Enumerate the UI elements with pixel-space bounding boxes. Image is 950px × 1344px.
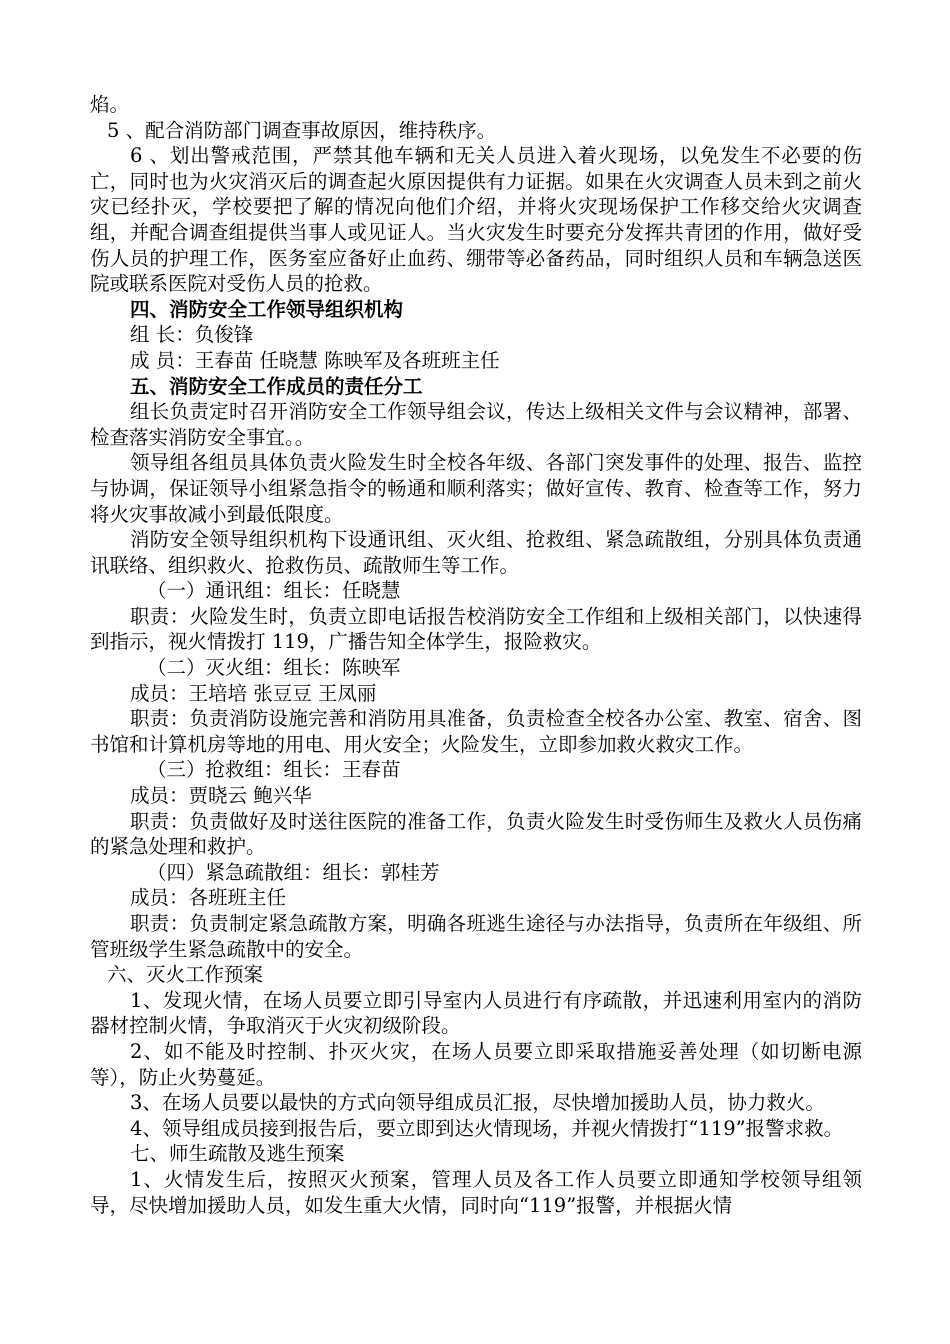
paragraph-leader-duty: 组长负责定时召开消防安全工作领导组会议，传达上级相关文件与会议精神，部署、检查落实消防安全事宜。。	[90, 400, 862, 449]
paragraph-continuation: 焰。	[90, 93, 130, 116]
leader-line: 组 长：负俊锋	[130, 323, 254, 347]
paragraph-item-6: 6 、划出警戒范围，严禁其他车辆和无关人员进入着火现场，以免发生不必要的伤亡，同时也为火灾消灭后的调查起火原因提供有力证据。如果在火灾调查人员未到之前火灾已经扑灭，学校要把了解的情况向他们介绍，并将火灾现场保护工作移交给火灾调查组，并配合调查组提供当事人或见证人。当火灾发生时要充分发挥共青团的作用，做好受伤人员的护理工作，医务室应备好止血药、绷带等必备药品，同时组织人员和车辆急送医院或联系医院对受伤人员的抢救。	[90, 144, 862, 296]
evacuation-members: 成员：各班班主任	[130, 886, 287, 910]
section-heading-4: 四、消防安全工作领导组织机构	[130, 297, 404, 321]
group-heading-rescue: （三）抢救组：组长：王春苗	[147, 758, 401, 782]
document-page	[90, 92, 862, 1218]
paragraph-rescue-duty: 职责：负责做好及时送往医院的准备工作，负责火险发生时受伤师生及救火人员伤痛的紧急处理和救护。	[90, 809, 862, 859]
section-heading-5: 五、消防安全工作成员的责任分工	[130, 374, 423, 398]
paragraph-item-5: 5 、配合消防部门调查事故原因，维持秩序。	[107, 118, 497, 142]
paragraph-fire-plan-4: 4、领导组成员接到报告后，要立即到达火情现场，并视火情拨打“119”报警求救。	[130, 1116, 844, 1140]
group-heading-evacuation: （四）紧急疏散组：组长：郭桂芳	[147, 860, 440, 884]
paragraph-fire-plan-1: 1、发现火情，在场人员要立即引导室内人员进行有序疏散，并迅速利用室内的消防器材控制火情，争取消灭于火灾初级阶段。	[90, 988, 862, 1038]
firefighting-members: 成员：王培培 张豆豆 王凤丽	[130, 681, 377, 705]
paragraph-fire-plan-3: 3、在场人员要以最快的方式向领导组成员汇报，尽快增加援助人员，协力救火。	[130, 1091, 825, 1115]
section-heading-7: 七、师生疏散及逃生预案	[130, 1142, 345, 1166]
paragraph-evacuation-plan-1: 1、火情发生后，按照灭火预案，管理人员及各工作人员要立即通知学校领导组领导，尽快增加援助人员，如发生重大火情，同时向“119”报警，并根据火情	[90, 1167, 862, 1217]
paragraph-fire-plan-2: 2、如不能及时控制、扑灭火灾，在场人员要立即采取措施妥善处理（如切断电源等），防止火势蔓延。	[90, 1039, 862, 1089]
paragraph-firefighting-duty: 职责：负责消防设施完善和消防用具准备，负责检查全校各办公室、教室、宿舍、图书馆和计算机房等地的用电、用火安全；火险发生，立即参加救火救灾工作。	[90, 707, 862, 756]
rescue-members: 成员：贾晓云 鲍兴华	[130, 784, 312, 808]
paragraph-subgroups: 消防安全领导组织机构下设通讯组、灭火组、抢救组、紧急疏散组，分别具体负责通讯联络、组织救火、抢救伤员、疏散师生等工作。	[90, 528, 862, 577]
paragraph-members-duty: 领导组各组员具体负责火险发生时全校各年级、各部门突发事件的处理、报告、监控与协调，保证领导小组紧急指令的畅通和顺利落实；做好宣传、教育、检查等工作，努力将火灾事故减小到最低限度。	[90, 451, 862, 526]
group-heading-firefighting: （二）灭火组：组长：陈映军	[147, 656, 401, 680]
section-heading-6: 六、灭火工作预案	[107, 963, 264, 987]
group-heading-communication: （一）通讯组：组长：任晓慧	[147, 579, 401, 603]
paragraph-communication-duty: 职责：火险发生时，负责立即电话报告校消防安全工作组和上级相关部门，以快速得到指示，视火情拨打 119，广播告知全体学生，报险救灾。	[90, 604, 862, 654]
members-line: 成 员：王春苗 任晓慧 陈映军及各班班主任	[130, 348, 500, 372]
paragraph-evacuation-duty: 职责：负责制定紧急疏散方案，明确各班逃生途径与办法指导，负责所在年级组、所管班级学生紧急疏散中的安全。	[90, 912, 862, 961]
